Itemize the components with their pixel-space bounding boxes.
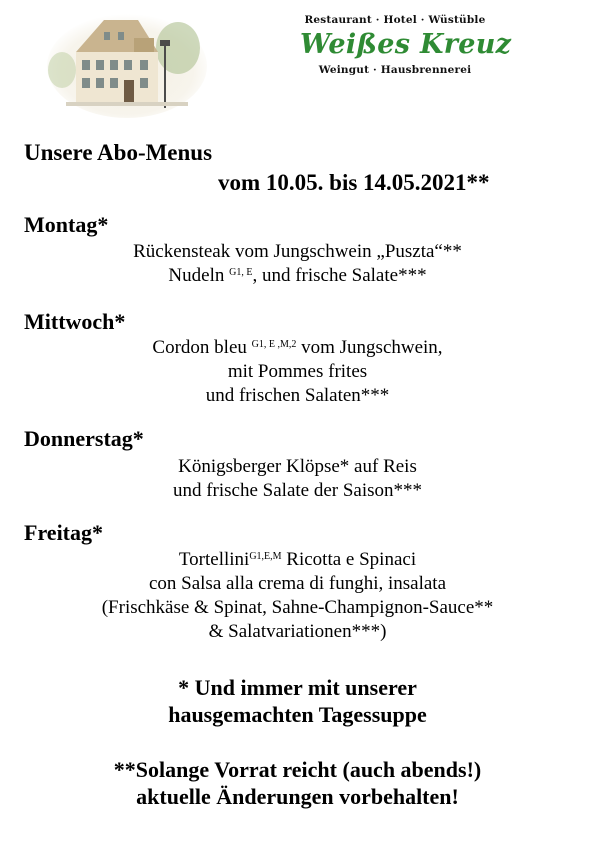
allergen-code: G1, E (229, 267, 253, 278)
brand-name: Weißes Kreuz (300, 29, 512, 60)
allergen-code: G1, E ,M,2 (251, 339, 297, 350)
day-heading-montag: Montag* (24, 212, 109, 237)
dish-line: & Salatvariationen***) (208, 621, 387, 642)
day-heading-freitag: Freitag* (24, 520, 104, 545)
dish-line: Tortellini$^{G1,E,M}$ Ricotta e Spinaci (178, 549, 417, 570)
dish-line: mit Pommes frites (227, 361, 368, 382)
day-heading-mittwoch: Mittwoch* (24, 309, 126, 334)
dish-line: (Frischkäse & Spinat, Sahne-Champignon-Sauce** (101, 597, 494, 618)
dish-line: Königsberger Klöpse* auf Reis (178, 456, 417, 477)
restaurant-brand (300, 14, 512, 76)
dish-line: und frische Salate der Saison*** (172, 480, 423, 501)
dish-montag (24, 240, 571, 288)
dish-line: con Salsa alla crema di funghi, insalata (148, 573, 447, 594)
dish-freitag (24, 548, 571, 644)
dish-line: und frischen Salaten*** (205, 385, 390, 406)
dish-line: Rückensteak vom Jungschwein „Puszta“** (133, 241, 462, 262)
menu-title: Unsere Abo-Menus (24, 140, 213, 165)
dish-mittwoch (24, 336, 571, 408)
brand-tagline: Restaurant · Hotel · Wüstüble (304, 14, 486, 26)
dish-line: Cordon bleu $^{G1, E ,M,2}$ vom Jungschwein, (152, 337, 443, 358)
dish-line: Nudeln $^{G1, E}$, und frische Salate*** (168, 265, 427, 286)
soup-note: * Und immer mit unserer hausgemachten Tagessuppe (168, 675, 427, 727)
restaurant-building-illustration (46, 8, 208, 118)
allergen-code: G1,E,M (249, 551, 282, 562)
brand-subline: Weingut · Hausbrennerei (318, 64, 472, 76)
menu-period: vom 10.05. bis 14.05.2021** (218, 170, 490, 195)
availability-note: **Solange Vorrat reicht (auch abends!) aktuelle Änderungen vorbehalten! (113, 757, 482, 809)
dish-donnerstag (24, 455, 571, 503)
day-heading-donnerstag: Donnerstag* (24, 426, 144, 451)
